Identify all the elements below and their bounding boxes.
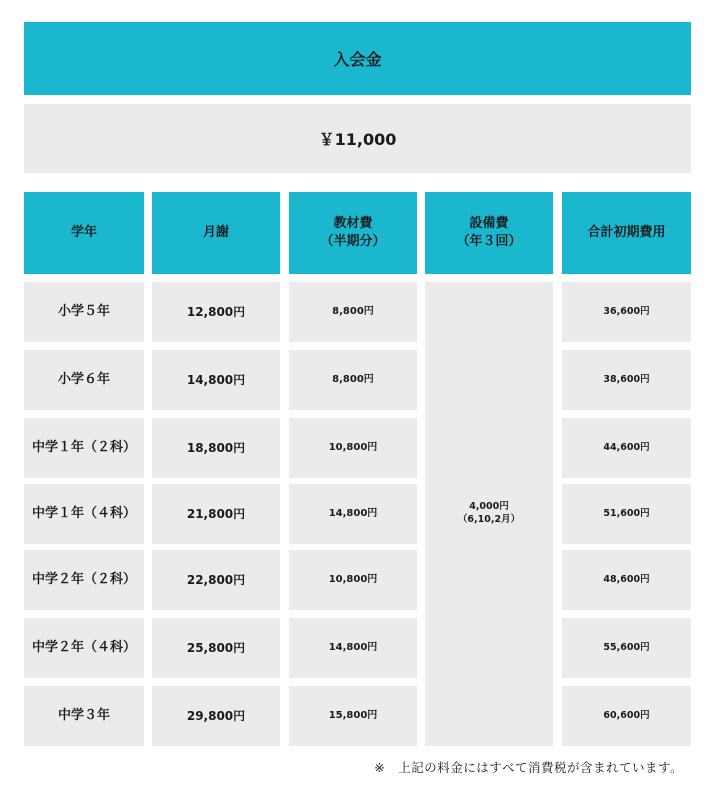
monthly-fee-cell: 21,800円	[152, 484, 280, 544]
monthly-fee-cell: 12,800円	[152, 282, 280, 342]
total-cost-cell: 51,600円	[562, 484, 691, 544]
monthly-fee-cell: 29,800円	[152, 686, 280, 746]
total-cost-cell: 60,600円	[562, 686, 691, 746]
grade-cell: 中学２年（２科）	[24, 550, 144, 610]
materials-fee-cell: 10,800円	[289, 550, 417, 610]
grade-cell: 小学６年	[24, 350, 144, 410]
grade-cell: 中学１年（２科）	[24, 418, 144, 478]
materials-fee-cell: 14,800円	[289, 484, 417, 544]
materials-fee-cell: 10,800円	[289, 418, 417, 478]
admission-fee-amount: ￥11,000	[24, 104, 691, 173]
header-materials-fee: 教材費 （半期分）	[289, 192, 417, 274]
materials-fee-cell: 15,800円	[289, 686, 417, 746]
grade-cell: 小学５年	[24, 282, 144, 342]
total-cost-cell: 36,600円	[562, 282, 691, 342]
monthly-fee-cell: 25,800円	[152, 618, 280, 678]
grade-cell: 中学２年（４科）	[24, 618, 144, 678]
materials-fee-cell: 8,800円	[289, 282, 417, 342]
materials-fee-cell: 8,800円	[289, 350, 417, 410]
admission-fee-title: 入会金	[24, 22, 691, 95]
materials-fee-cell: 14,800円	[289, 618, 417, 678]
total-cost-cell: 38,600円	[562, 350, 691, 410]
grade-cell: 中学１年（４科）	[24, 484, 144, 544]
total-cost-cell: 44,600円	[562, 418, 691, 478]
grade-cell: 中学３年	[24, 686, 144, 746]
monthly-fee-cell: 22,800円	[152, 550, 280, 610]
header-total-initial-cost: 合計初期費用	[562, 192, 691, 274]
header-grade: 学年	[24, 192, 144, 274]
header-facility-fee: 設備費 （年３回）	[425, 192, 553, 274]
facility-fee-cell: 4,000円 （6,10,2月）	[425, 282, 553, 746]
tax-note: ※ 上記の料金にはすべて消費税が含まれています。	[374, 760, 683, 775]
header-monthly-fee: 月謝	[152, 192, 280, 274]
total-cost-cell: 48,600円	[562, 550, 691, 610]
monthly-fee-cell: 18,800円	[152, 418, 280, 478]
total-cost-cell: 55,600円	[562, 618, 691, 678]
monthly-fee-cell: 14,800円	[152, 350, 280, 410]
